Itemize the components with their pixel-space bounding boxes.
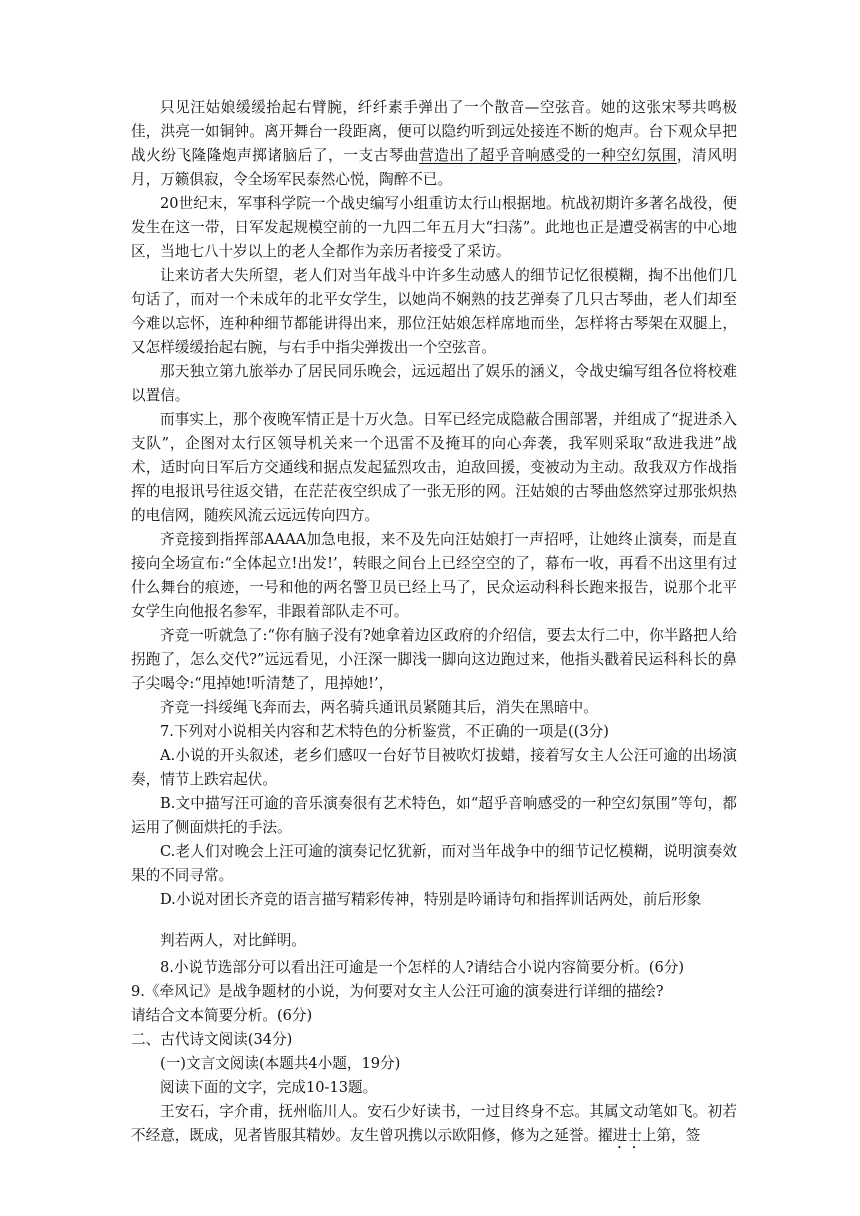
- question-7: 7.下列对小说相关内容和艺术特色的分析鉴赏，不正确的一项是((3分): [160, 723, 609, 740]
- underlined-phrase: 营造出了超乎音响感受的一种空幻氛围: [419, 147, 677, 164]
- subsection-heading: (一)文言文阅读(本题共4小题，19分): [160, 1055, 401, 1072]
- emphasis-dots: 进士: [612, 1127, 642, 1144]
- question-7-option-b: B.文中描写汪可逾的音乐演奏很有艺术特色，如“超乎音响感受的一种空幻氛围”等句，都运用了侧面烘托的手法。: [131, 795, 737, 836]
- paragraph-8: 齐竞一抖绥绳飞奔而去，两名骑兵通讯员紧随其后，消失在黑暗中。: [160, 699, 598, 716]
- paragraph-2: 20世纪末，军事科学院一个战史编写小组重访太行山根据地。杭战初期许多著名战役，便发生在这一带，日军发起规模空前的一九四二年五月大“扫荡”。此地也正是遭受祸害的中心地区，当地七八十岁以上的老人全都作为亲历者接受了采访。: [131, 195, 737, 260]
- paragraph-4: 那天独立第九旅举办了居民同乐晚会，远远超出了娱乐的涵义，令战史编写组各位将校难以置信。: [131, 363, 737, 404]
- blank-gap: [131, 912, 737, 929]
- paragraph-7: 齐竞一听就急了:“你有脑子没有?她拿着边区政府的介绍信，要去太行二中，你半路把人给拐跑了，怎么交代?”远远看见，小汪深一脚浅一脚向这边跑过来，他指头戳着民运科科长的鼻子尖喝令:“甩掉她!听清楚了，甩掉她!’，: [131, 627, 737, 692]
- document-page: [131, 96, 737, 1152]
- question-7-option-c: C.老人们对晚会上汪可逾的演奏记忆犹新，而对当年战争中的细节记忆模糊，说明演奏效果的不同寻常。: [131, 843, 737, 884]
- question-9-continued: 请结合文本简要分析。(6分): [131, 1007, 313, 1024]
- paragraph-6: 齐竞接到指挥部AAAA加急电报，来不及先向汪姑娘打一声招呼，让她终止演奏，而是直接向全场宣布:“全体起立!出发!’，转眼之间台上已经空空的了，幕布一收，再看不出这里有过什么舞台的痕迹，一号和他的两名警卫员已经上马了，民众运动科科长跑来报告，说那个北平女学生向他报名参军，非跟着部队走不可。: [131, 531, 737, 620]
- question-8: 8.小说节选部分可以看出汪可逾是一个怎样的人?请结合小说内容简要分析。(6分): [160, 959, 685, 976]
- question-7-option-d: D.小说对团长齐竞的语言描写精彩传神，特别是吟诵诗句和指挥训话两处，前后形象: [160, 891, 702, 908]
- paragraph-5: 而事实上，那个夜晚军情正是十万火急。日军已经完成隐蔽合围部署，并组成了“捉进杀入支队”，企图对太行区领导机关来一个迅雷不及掩耳的向心奔袭，我军则采取“敌进我进”战术，适时向日军后方交通线和据点发起猛烈攻击，迫敌回援，变被动为主动。敌我双方作战指挥的电报讯号往返交错，在茫茫夜空织成了一张无形的网。汪姑娘的古琴曲悠然穿过那张炽热的电信网，随疾风流云远远传向四方。: [131, 411, 737, 524]
- question-7-option-d-continued: 判若两人，对比鲜明。: [160, 932, 306, 949]
- reading-instruction: 阅读下面的文字，完成10-13题。: [160, 1079, 378, 1096]
- question-9: 9.《牵风记》是战争题材的小说，为何要对女主人公汪可逾的演奏进行详细的描绘?: [131, 983, 664, 1000]
- question-7-option-a: A.小说的开头叙述，老乡们感叹一台好节目被吹灯拔蜡，接着写女主人公汪可逾的出场演奏，情节上跌宕起伏。: [131, 747, 737, 788]
- paragraph-1: 只见汪姑娘缓缓抬起右臂腕，纤纤素手弹出了一个散音—空弦音。她的这张宋琴共鸣极佳，洪亮一如铜钟。离开舞台一段距离，便可以隐约听到远处接连不断的炮声。台下观众早把战火纷飞隆隆炮声掷诸脑后了，一支古琴曲营造出了超乎音响感受的一种空幻氛围，清风明月，万籁俱寂，令全场军民泰然心悦，陶醉不已。: [131, 99, 737, 188]
- paragraph-3: 让来访者大失所望，老人们对当年战斗中许多生动感人的细节记忆很模糊，掏不出他们几句话了，而对一个未成年的北平女学生，以她尚不娴熟的技艺弹奏了几只古琴曲，老人们却至今难以忘怀，连种种细节都能讲得出来，那位汪姑娘怎样席地而坐，怎样将古琴架在双腿上，又怎样缓缓抬起右腕，与右手中指尖弹拨出一个空弦音。: [131, 267, 737, 356]
- classical-passage: 王安石，字介甫，抚州临川人。安石少好读书，一过目终身不忘。其属文动笔如飞。初若不经意，既成，见者皆服其精妙。友生曾巩携以示欧阳修，修为之延誉。擢进士上第，签: [131, 1103, 737, 1144]
- section-heading: 二、古代诗文阅读(34分): [131, 1031, 293, 1048]
